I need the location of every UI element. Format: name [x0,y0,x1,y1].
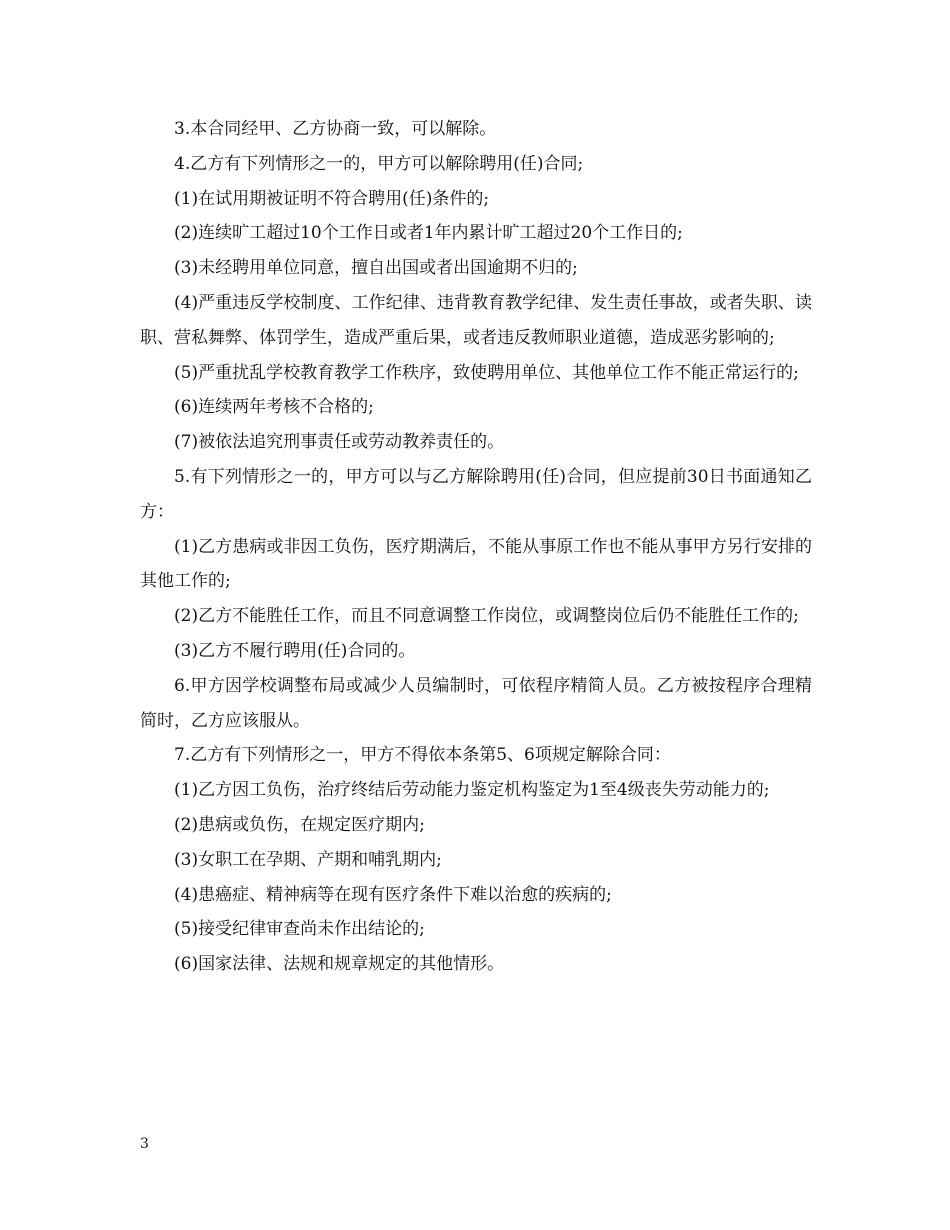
clause-5-item-3: (3)乙方不履行聘用(任)合同的。 [174,640,416,661]
page-number: 3 [140,1136,149,1152]
clause-4-item-5: (5)严重扰乱学校教育教学工作秩序，致使聘用单位、其他单位工作不能正常运行的; [174,362,799,383]
clause-4-item-6: (6)连续两年考核不合格的; [174,397,374,418]
clause-7: 7.乙方有下列情形之一，甲方不得依本条第5、6项规定解除合同： [174,745,671,766]
clause-5-item-2: (2)乙方不能胜任工作，而且不同意调整工作岗位，或调整岗位后仍不能胜任工作的; [174,606,799,627]
clause-6: 6.甲方因学校调整布局或减少人员编制时，可依程序精简人员。乙方被按程序合理精简时，乙方应该服从。 [140,675,812,731]
clause-4-item-2: (2)连续旷工超过10个工作日或者1年内累计旷工超过20个工作日的; [174,223,683,244]
clause-7-item-4: (4)患癌症、精神病等在现有医疗条件下难以治愈的疾病的; [174,884,612,905]
clause-5: 5.有下列情形之一的，甲方可以与乙方解除聘用(任)合同，但应提前30日书面通知乙方： [140,466,812,522]
clause-4-item-7: (7)被依法追究刑事责任或劳动教养责任的。 [174,432,505,453]
clause-7-item-5: (5)接受纪律审查尚未作出结论的; [174,919,425,940]
clause-4-item-4: (4)严重违反学校制度、工作纪律、违背教育教学纪律、发生责任事故，或者失职、读职、营私舞弊、体罚学生，造成严重后果，或者违反教师职业道德，造成恶劣影响的; [140,292,812,348]
document-body [140,112,812,982]
clause-4: 4.乙方有下列情形之一的，甲方可以解除聘用(任)合同; [174,153,584,174]
clause-4-item-1: (1)在试用期被证明不符合聘用(任)条件的; [174,188,490,209]
clause-7-item-6: (6)国家法律、法规和规章规定的其他情形。 [174,954,505,975]
clause-4-item-3: (3)未经聘用单位同意，擅自出国或者出国逾期不归的; [174,258,578,279]
clause-7-item-3: (3)女职工在孕期、产期和哺乳期内; [174,849,442,870]
clause-7-item-1: (1)乙方因工负伤，治疗终结后劳动能力鉴定机构鉴定为1至4级丧失劳动能力的; [174,780,770,801]
clause-3: 3.本合同经甲、乙方协商一致，可以解除。 [174,119,497,139]
clause-7-item-2: (2)患病或负伤，在规定医疗期内; [174,814,425,835]
clause-5-item-1: (1)乙方患病或非因工负伤，医疗期满后，不能从事原工作也不能从事甲方另行安排的其他工作的; [140,536,812,592]
